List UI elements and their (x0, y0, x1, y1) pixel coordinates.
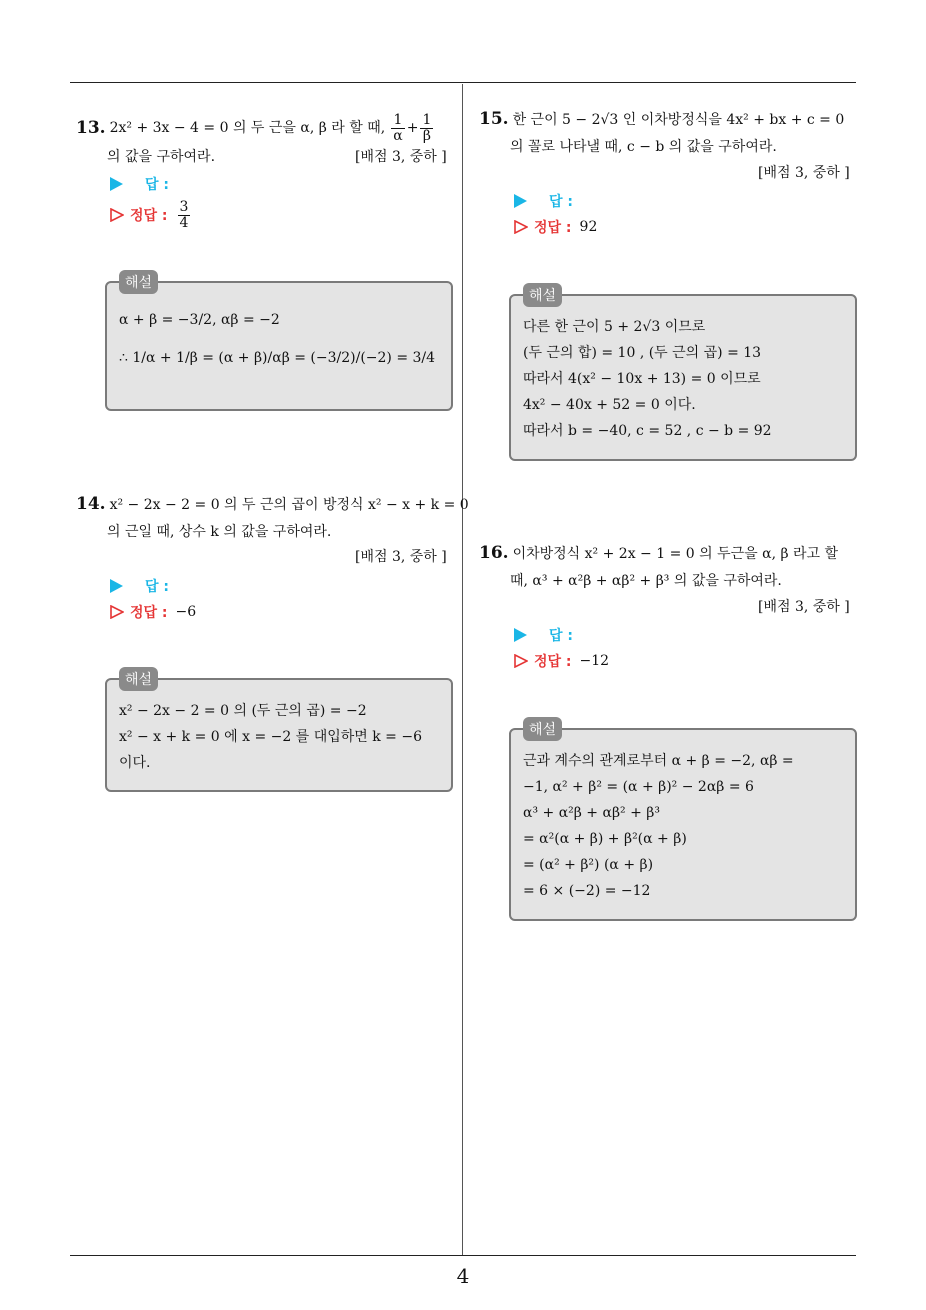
bottom-rule (70, 1255, 856, 1256)
problem-number: 14. (76, 494, 106, 514)
solution-tag: 해설 (523, 283, 562, 307)
solution-tag: 해설 (523, 717, 562, 741)
correct-answer: 92 (579, 219, 598, 235)
problem-13: 13. 2x² + 3x − 4 = 0 의 두 근을 α, β 라 할 때, $\frac{1}{\alpha}$ + $\frac{1}{\beta}$ 의 값을 구하여라. (76, 113, 435, 171)
solution-text: 근과 계수의 관계로부터 α + β = −2, αβ = −1, α² + β² = (α + β)² − 2αβ = 6 α³ + α²β + αβ² + β³ = α²(α + β) + β²(α + β) = (α² + β²) (α + β) = 6 × (−2) = −12 (523, 753, 794, 899)
solution-tag: 해설 (119, 667, 158, 691)
problem-number: 15. (479, 109, 509, 129)
answer-label: 답 : (549, 628, 573, 644)
correct-answer: −12 (579, 653, 610, 669)
column-divider (462, 84, 463, 1256)
triangle-outline-icon (514, 654, 528, 668)
problem-text: 의 근일 때, 상수 k 의 값을 구하여라. (107, 524, 332, 540)
problem-text: x² − 2x − 2 = 0 의 두 근의 곱이 방정식 x² − x + k = 0 (109, 497, 469, 513)
play-icon (110, 177, 123, 191)
triangle-outline-icon (110, 605, 124, 619)
problem-text: 때, α³ + α²β + αβ² + β³ 의 값을 구하여라. (510, 573, 782, 589)
triangle-outline-icon (514, 220, 528, 234)
problem-text: 한 근이 5 − 2√3 인 이차방정식을 4x² + bx + c = 0 (512, 112, 845, 128)
answer-area (514, 622, 609, 674)
answer-label: 답 : (145, 579, 169, 595)
problem-number: 16. (479, 543, 509, 563)
problem-number: 13. (76, 118, 106, 138)
top-rule (70, 82, 856, 83)
solution-text: 다른 한 근이 5 + 2√3 이므로 (두 근의 합) = 10 , (두 근의 곱) = 13 따라서 4(x² − 10x + 13) = 0 이므로 4x² − 40x + 52 = 0 이다. 따라서 b = −40, c = 52 , c − b = 92 (523, 319, 772, 439)
correct-label: 정답 : (534, 654, 572, 670)
play-icon (514, 194, 527, 208)
play-icon (110, 579, 123, 593)
fraction: $\frac{1}{\alpha}$ (393, 112, 403, 144)
fraction: $\frac{1}{\beta}$ (422, 112, 432, 144)
correct-answer: −6 (175, 604, 197, 620)
answer-label: 답 : (145, 177, 169, 193)
score-label: [배점 3, 중하 ] (355, 149, 447, 165)
answer-label: 답 : (549, 194, 573, 210)
answer-area (514, 188, 597, 240)
solution-text: x² − 2x − 2 = 0 의 (두 근의 곱) = −2 x² − x + k = 0 에 x = −2 를 대입하면 k = −6 이다. (119, 703, 422, 771)
problem-15 (479, 106, 844, 161)
solution-text: α + β = −3/2, αβ = −2 ∴ 1/α + 1/β = (α + β)/αβ = (−3/2)/(−2) = 3/4 (119, 312, 436, 366)
correct-label: 정답 : (534, 220, 572, 236)
answer-area (110, 573, 196, 625)
score-label: [배점 3, 중하 ] (758, 599, 850, 615)
solution-box (509, 288, 857, 461)
problem-text: 의 값을 구하여라. (107, 149, 216, 165)
correct-label: 정답 : (130, 208, 168, 224)
answer-area (110, 171, 192, 233)
problem-16 (479, 540, 838, 595)
solution-box (509, 722, 857, 921)
problem-text: 이차방정식 x² + 2x − 1 = 0 의 두근을 α, β 라고 할 (512, 546, 839, 562)
play-icon (514, 628, 527, 642)
solution-tag: 해설 (119, 270, 158, 294)
triangle-outline-icon (110, 208, 124, 222)
problem-text: 2x² + 3x − 4 = 0 의 두 근을 α, β 라 할 때, (109, 120, 386, 136)
solution-box (105, 672, 453, 792)
correct-answer: $\frac{3}{4}$ (179, 198, 189, 231)
score-label: [배점 3, 중하 ] (758, 165, 850, 181)
correct-label: 정답 : (130, 605, 168, 621)
problem-text: 의 꼴로 나타낼 때, c − b 의 값을 구하여라. (510, 139, 777, 155)
page-number: 4 (456, 1264, 470, 1288)
score-label: [배점 3, 중하 ] (355, 549, 447, 565)
solution-box (105, 275, 453, 411)
problem-14 (76, 491, 469, 546)
